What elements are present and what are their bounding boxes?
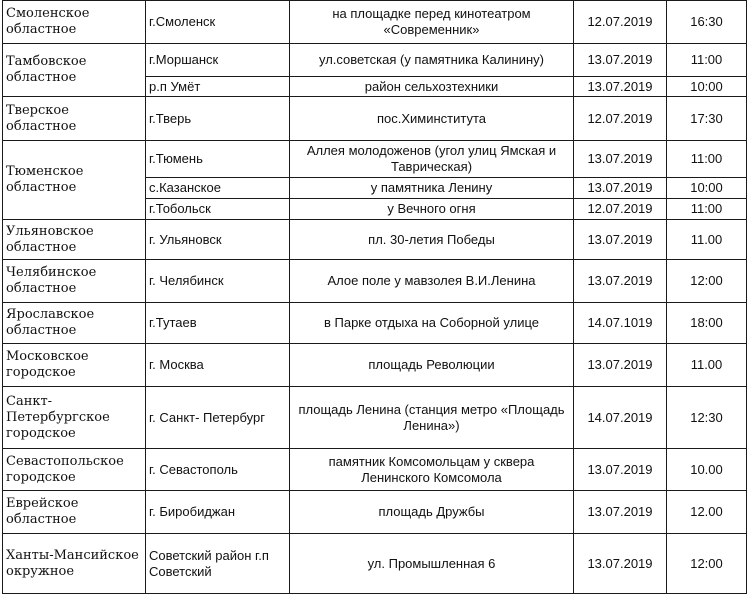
time-cell: 17:30 xyxy=(667,97,747,141)
time-cell: 10.00 xyxy=(667,449,747,491)
date-cell: 12.07.2019 xyxy=(574,97,667,141)
time-cell: 11:00 xyxy=(667,141,747,178)
place-cell: Алое поле у мавзолея В.И.Ленина xyxy=(290,260,574,303)
region-cell: Ульяновское областное xyxy=(3,220,146,260)
place-cell: Аллея молодоженов (угол улиц Ямская и Таврическая) xyxy=(290,141,574,178)
date-cell: 13.07.2019 xyxy=(574,344,667,387)
date-cell: 12.07.2019 xyxy=(574,1,667,44)
table-row xyxy=(3,97,747,141)
place-cell: площадь Ленина (станция метро «Площадь Ленина») xyxy=(290,387,574,449)
date-cell: 13.07.2019 xyxy=(574,178,667,199)
place-cell: на площадке перед кинотеатром «Современник» xyxy=(290,1,574,44)
region-cell: Санкт-Петербургское городское xyxy=(3,387,146,449)
place-cell: ул.советская (у памятника Калинину) xyxy=(290,44,574,77)
city-cell: г.Моршанск xyxy=(146,44,290,77)
place-cell: у Вечного огня xyxy=(290,199,574,220)
table-row xyxy=(3,534,747,594)
city-cell: г.Тюмень xyxy=(146,141,290,178)
region-cell: Тверское областное xyxy=(3,97,146,141)
city-cell: Советский район г.п Советский xyxy=(146,534,290,594)
table-row xyxy=(3,344,747,387)
table-row xyxy=(3,44,747,77)
region-cell: Тюменское областное xyxy=(3,141,146,220)
time-cell: 11:00 xyxy=(667,44,747,77)
date-cell: 13.07.2019 xyxy=(574,491,667,534)
date-cell: 13.07.2019 xyxy=(574,77,667,97)
date-cell: 13.07.2019 xyxy=(574,141,667,178)
place-cell: площадь Революции xyxy=(290,344,574,387)
table-row xyxy=(3,1,747,44)
place-cell: район сельхозтехники xyxy=(290,77,574,97)
date-cell: 14.07.1019 xyxy=(574,303,667,344)
table-row xyxy=(3,387,747,449)
city-cell: с.Казанское xyxy=(146,178,290,199)
date-cell: 13.07.2019 xyxy=(574,534,667,594)
time-cell: 12:00 xyxy=(667,260,747,303)
time-cell: 10:00 xyxy=(667,77,747,97)
time-cell: 11.00 xyxy=(667,220,747,260)
region-cell: Челябинское областное xyxy=(3,260,146,303)
city-cell: г. Биробиджан xyxy=(146,491,290,534)
date-cell: 12.07.2019 xyxy=(574,199,667,220)
date-cell: 13.07.2019 xyxy=(574,44,667,77)
time-cell: 12:00 xyxy=(667,534,747,594)
place-cell: пос.Химинститута xyxy=(290,97,574,141)
table-row xyxy=(3,303,747,344)
time-cell: 18:00 xyxy=(667,303,747,344)
table-row xyxy=(3,491,747,534)
place-cell: памятник Комсомольцам у сквера Ленинского Комсомола xyxy=(290,449,574,491)
region-cell: Ярославское областное xyxy=(3,303,146,344)
time-cell: 12.00 xyxy=(667,491,747,534)
time-cell: 11.00 xyxy=(667,344,747,387)
region-cell: Ханты-Мансийское окружное xyxy=(3,534,146,594)
region-cell: Севастопольское городское xyxy=(3,449,146,491)
city-cell: г. Севастополь xyxy=(146,449,290,491)
region-cell: Смоленское областное xyxy=(3,1,146,44)
time-cell: 16:30 xyxy=(667,1,747,44)
date-cell: 13.07.2019 xyxy=(574,449,667,491)
city-cell: г. Челябинск xyxy=(146,260,290,303)
city-cell: г.Смоленск xyxy=(146,1,290,44)
city-cell: г.Тверь xyxy=(146,97,290,141)
date-cell: 13.07.2019 xyxy=(574,220,667,260)
place-cell: пл. 30-летия Победы xyxy=(290,220,574,260)
time-cell: 10:00 xyxy=(667,178,747,199)
time-cell: 11:00 xyxy=(667,199,747,220)
table-row xyxy=(3,141,747,178)
place-cell: у памятника Ленину xyxy=(290,178,574,199)
events-table xyxy=(2,0,747,594)
date-cell: 14.07.2019 xyxy=(574,387,667,449)
city-cell: г.Тутаев xyxy=(146,303,290,344)
place-cell: в Парке отдыха на Соборной улице xyxy=(290,303,574,344)
city-cell: г. Ульяновск xyxy=(146,220,290,260)
city-cell: г. Москва xyxy=(146,344,290,387)
time-cell: 12:30 xyxy=(667,387,747,449)
region-cell: Еврейское областное xyxy=(3,491,146,534)
city-cell: р.п Умёт xyxy=(146,77,290,97)
region-cell: Тамбовское областное xyxy=(3,44,146,97)
table-row xyxy=(3,449,747,491)
region-cell: Московское городское xyxy=(3,344,146,387)
city-cell: г. Санкт- Петербург xyxy=(146,387,290,449)
place-cell: ул. Промышленная 6 xyxy=(290,534,574,594)
city-cell: г.Тобольск xyxy=(146,199,290,220)
table-row xyxy=(3,220,747,260)
table-row xyxy=(3,260,747,303)
date-cell: 13.07.2019 xyxy=(574,260,667,303)
place-cell: площадь Дружбы xyxy=(290,491,574,534)
